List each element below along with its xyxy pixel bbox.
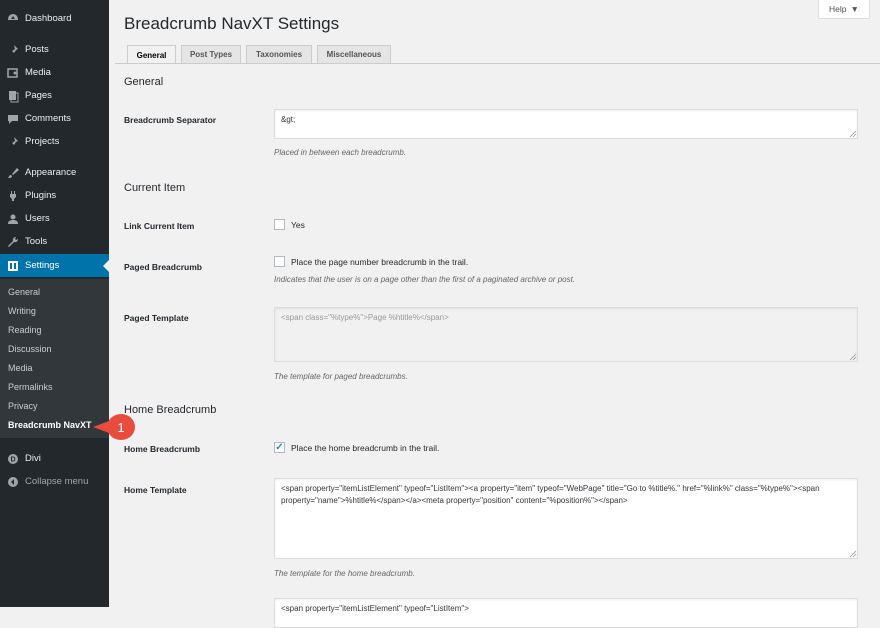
next-template-textarea[interactable] — [274, 598, 858, 628]
section-heading-general: General — [124, 76, 164, 88]
submenu-item-reading[interactable]: Reading — [8, 325, 42, 335]
brush-icon — [6, 166, 20, 180]
section-heading-home-breadcrumb: Home Breadcrumb — [124, 404, 217, 416]
next-template-value: <span property="itemListElement" typeof="ListItem"> — [281, 604, 469, 613]
submenu-item-writing[interactable]: Writing — [8, 306, 36, 316]
svg-text:D: D — [10, 456, 16, 463]
collapse-icon — [6, 475, 20, 489]
home-breadcrumb-checkbox[interactable]: ✓ — [275, 441, 284, 453]
resize-grip-icon[interactable] — [850, 551, 856, 557]
sidebar-item-label: Tools — [25, 236, 48, 247]
dashboard-icon — [6, 12, 20, 26]
sidebar-item-label: Plugins — [25, 190, 57, 201]
paged-breadcrumb-label: Paged Breadcrumb — [124, 262, 202, 272]
sidebar-item-label: Projects — [25, 136, 60, 147]
link-current-checkbox-label: Yes — [291, 219, 305, 230]
resize-grip-icon[interactable] — [850, 354, 856, 360]
settings-submenu — [0, 279, 109, 438]
help-button[interactable] — [818, 0, 870, 19]
sidebar-item-comments[interactable] — [0, 107, 109, 130]
submenu-item-permalinks[interactable]: Permalinks — [8, 382, 53, 392]
divi-icon — [6, 452, 20, 466]
help-label: Help — [829, 4, 847, 14]
page-title: Breadcrumb NavXT Settings — [124, 14, 340, 33]
settings-icon — [6, 259, 20, 273]
separator-textarea[interactable] — [274, 109, 858, 139]
paged-template-label: Paged Template — [124, 313, 189, 323]
collapse-menu-button[interactable] — [0, 470, 109, 493]
sidebar-item-label: Collapse menu — [25, 476, 89, 487]
sidebar-item-label: Users — [25, 213, 50, 224]
sidebar-item-divi[interactable] — [0, 447, 109, 470]
paged-template-textarea[interactable] — [274, 307, 858, 362]
submenu-item-media[interactable]: Media — [8, 363, 33, 373]
separator-description: Placed in between each breadcrumb. — [274, 148, 407, 157]
resize-grip-icon[interactable] — [850, 131, 856, 137]
sidebar-item-label: Divi — [25, 453, 41, 464]
comments-icon — [6, 112, 20, 126]
sidebar-item-settings[interactable] — [0, 254, 109, 277]
sidebar-item-users[interactable] — [0, 207, 109, 230]
home-breadcrumb-label: Home Breadcrumb — [124, 444, 201, 454]
plugin-icon — [6, 189, 20, 203]
home-template-value: <span property="itemListElement" typeof="ListItem"><a property="item" typeof="WebPage" title="Go to %title%." href="%link%" class="%type%"><span property="name">%htitle%</span></a><meta property="position" content="%position%"></span> — [281, 484, 820, 505]
submenu-item-privacy[interactable]: Privacy — [8, 401, 38, 411]
sidebar-item-appearance[interactable] — [0, 161, 109, 184]
submenu-item-discussion[interactable]: Discussion — [8, 344, 52, 354]
paged-breadcrumb-checkbox-label: Place the page number breadcrumb in the trail. — [291, 256, 469, 267]
link-current-checkbox[interactable] — [274, 219, 285, 230]
paged-breadcrumb-checkbox[interactable] — [274, 256, 285, 267]
submenu-item-general[interactable]: General — [8, 287, 41, 297]
home-template-label: Home Template — [124, 485, 187, 495]
wrench-icon — [6, 235, 20, 249]
separator-label: Breadcrumb Separator — [124, 115, 217, 125]
sidebar-item-dashboard[interactable] — [0, 7, 109, 30]
link-current-option[interactable] — [274, 219, 305, 230]
home-breadcrumb-checkbox-label: Place the home breadcrumb in the trail. — [291, 442, 440, 453]
sidebar-item-label: Pages — [25, 90, 52, 101]
tab-post-types[interactable]: Post Types — [181, 45, 241, 63]
separator-value: &gt; — [281, 115, 296, 124]
link-current-label: Link Current Item — [124, 221, 195, 231]
sidebar-item-label: Comments — [25, 113, 71, 124]
sidebar-item-pages[interactable] — [0, 84, 109, 107]
paged-breadcrumb-option[interactable] — [274, 256, 468, 267]
sidebar-item-plugins[interactable] — [0, 184, 109, 207]
sidebar-item-tools[interactable] — [0, 230, 109, 253]
sidebar-item-label: Media — [25, 67, 51, 78]
tab-general[interactable]: General — [127, 45, 176, 64]
paged-template-description: The template for paged breadcrumbs. — [274, 372, 408, 381]
home-breadcrumb-option[interactable] — [274, 442, 439, 453]
sidebar-item-projects[interactable] — [0, 130, 109, 153]
tab-taxonomies[interactable]: Taxonomies — [246, 45, 312, 63]
sidebar-item-media[interactable] — [0, 61, 109, 84]
pin-icon — [6, 43, 20, 57]
pages-icon — [6, 89, 20, 103]
sidebar-item-posts[interactable] — [0, 38, 109, 61]
submenu-item-breadcrumb-navxt[interactable]: Breadcrumb NavXT — [8, 420, 92, 430]
section-heading-current-item: Current Item — [124, 182, 186, 194]
step-badge: 1 — [107, 414, 135, 440]
pin-icon — [6, 135, 20, 149]
paged-breadcrumb-description: Indicates that the user is on a page other than the first of a paginated archive or post. — [274, 275, 576, 284]
home-template-description: The template for the home breadcrumb. — [274, 569, 415, 578]
sidebar-item-label: Settings — [25, 260, 60, 271]
sidebar-item-label: Posts — [25, 44, 49, 55]
admin-sidebar — [0, 0, 109, 607]
tab-divider — [115, 63, 880, 64]
paged-template-value: <span class="%type%">Page %htitle%</span> — [281, 313, 449, 322]
tab-miscellaneous[interactable]: Miscellaneous — [317, 45, 391, 63]
home-template-textarea[interactable] — [274, 478, 858, 559]
media-icon — [6, 66, 20, 80]
sidebar-item-label: Appearance — [25, 167, 77, 178]
caret-down-icon: ▼ — [850, 4, 859, 14]
user-icon — [6, 212, 20, 226]
sidebar-item-label: Dashboard — [25, 13, 72, 24]
